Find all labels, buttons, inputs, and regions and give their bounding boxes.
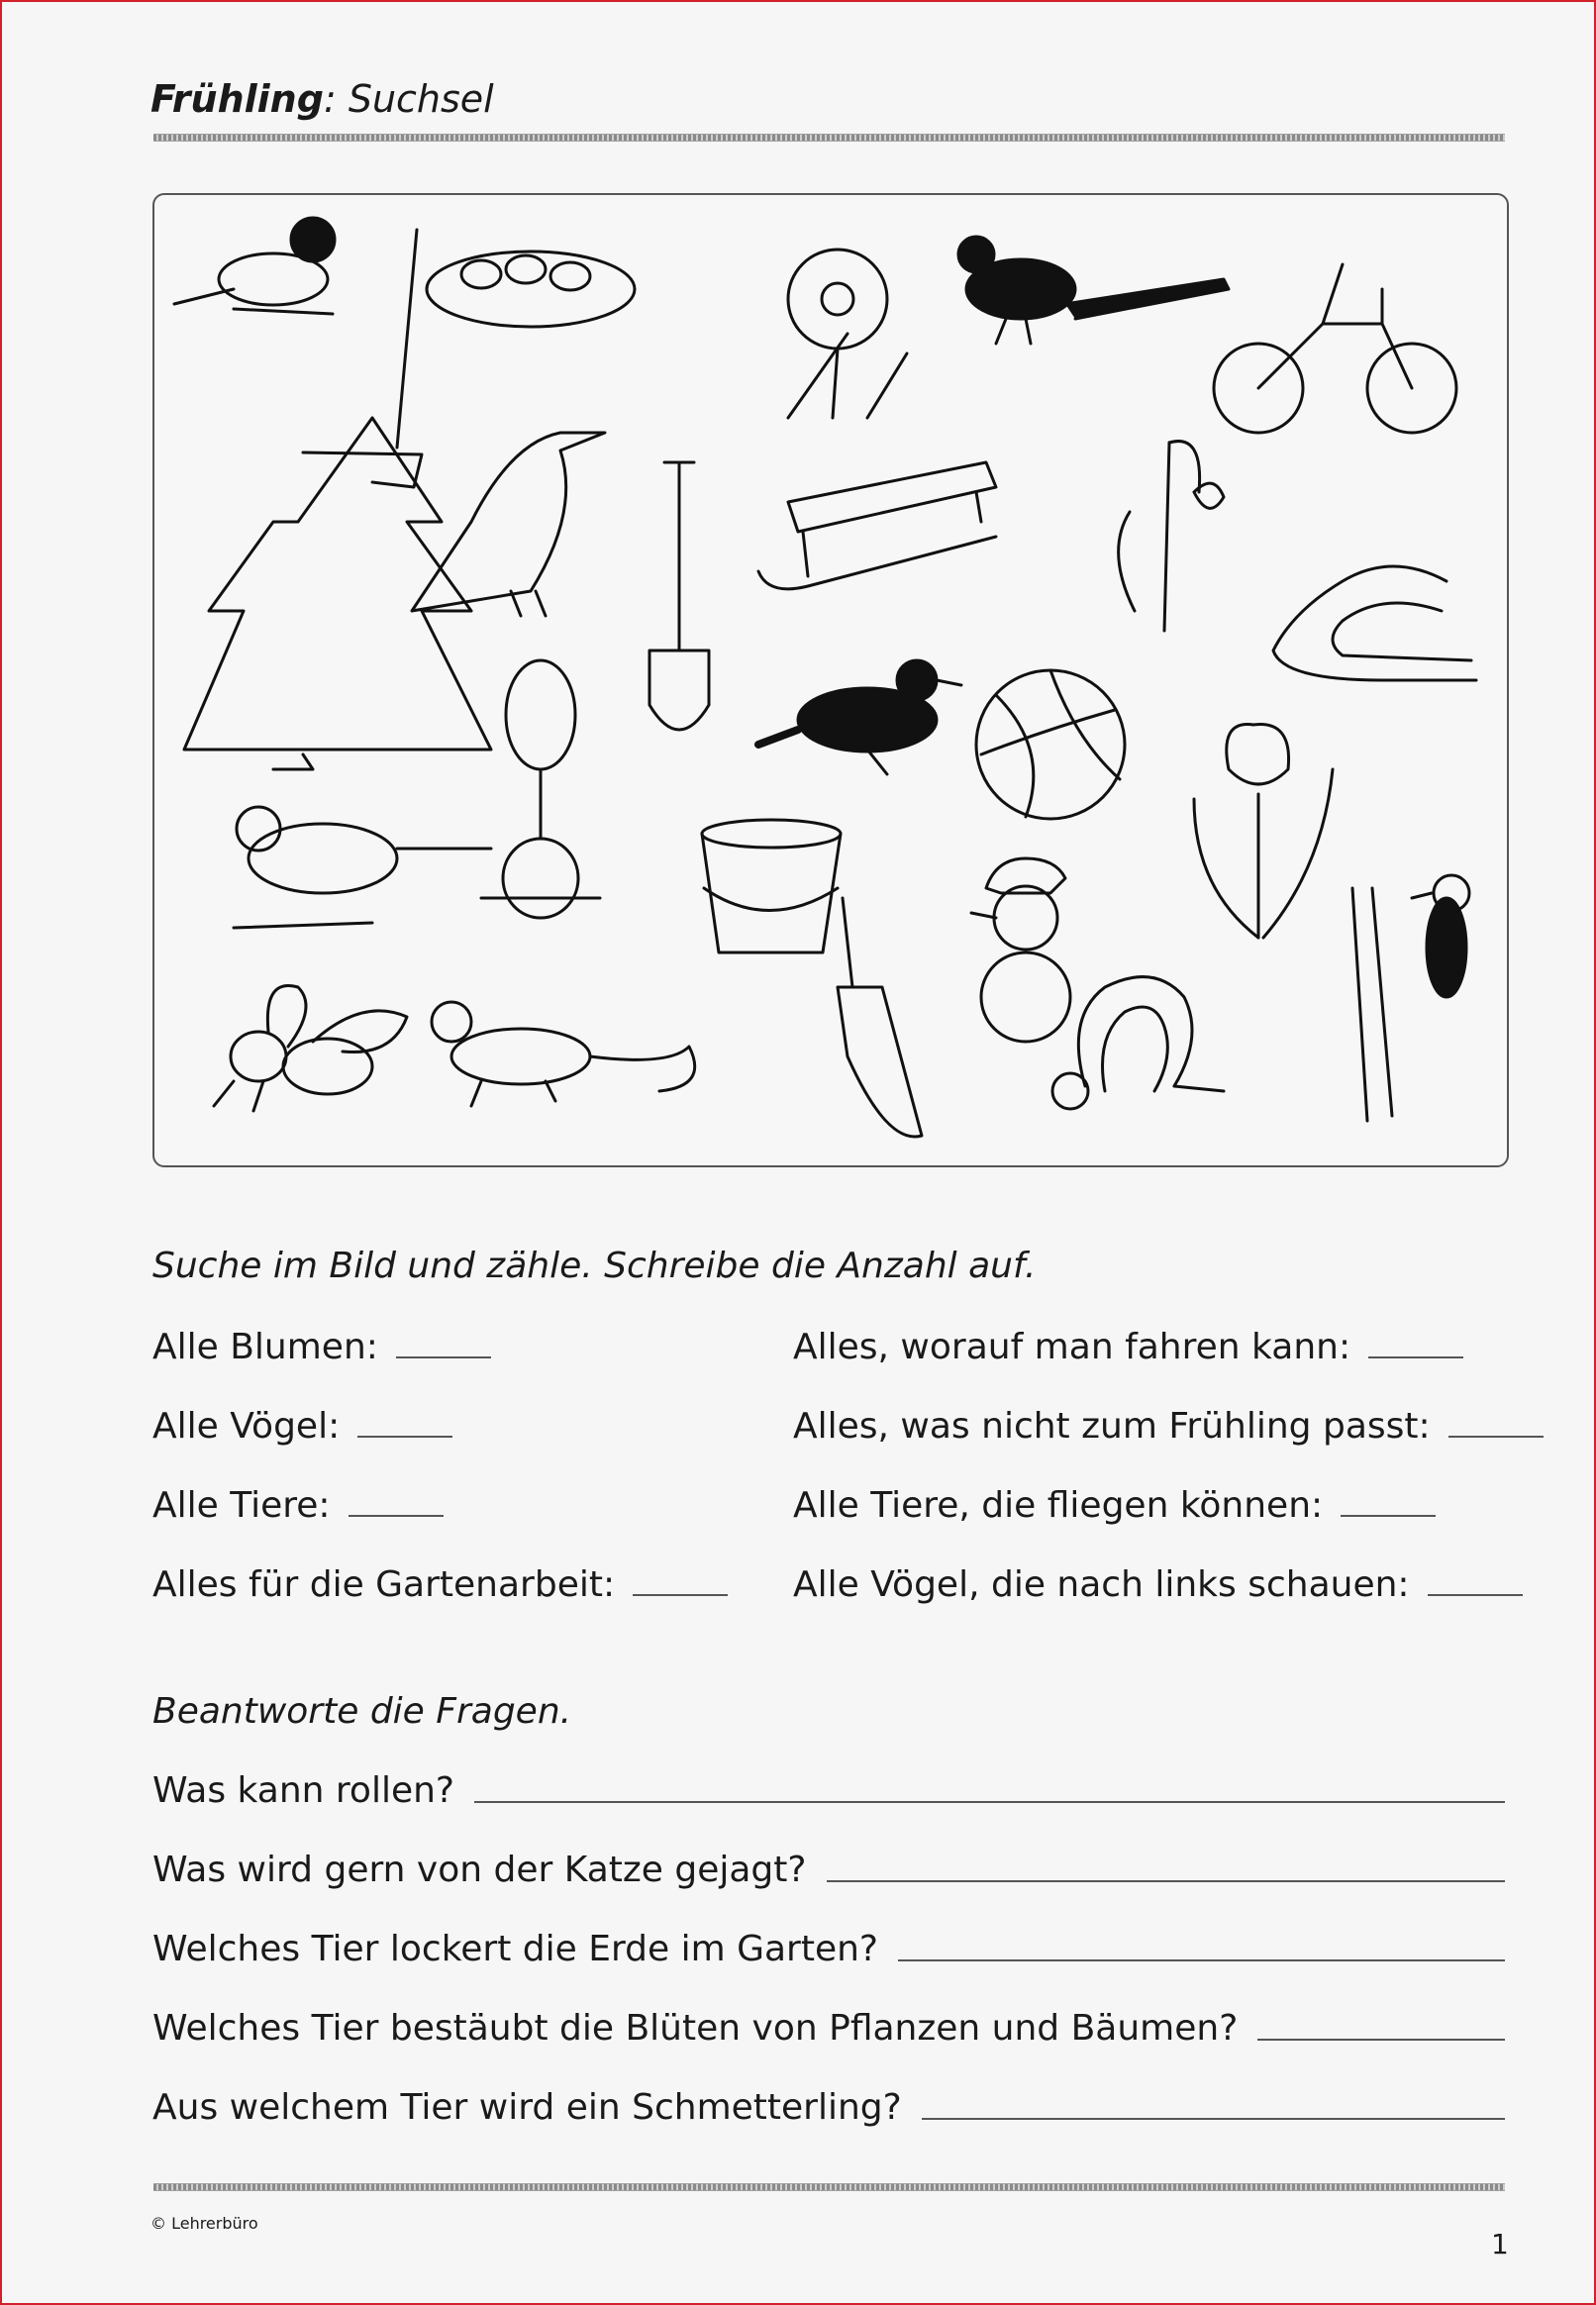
question-row (152, 2087, 1505, 2128)
picture-illustrations (154, 195, 1507, 1165)
copyright: © Lehrerbüro (150, 2214, 258, 2233)
picture-box (152, 193, 1509, 1167)
bicycle-icon (1214, 264, 1456, 433)
count-item-gartenarbeit (152, 1564, 728, 1605)
question-row (152, 1929, 1505, 1969)
bird-nest-eggs-icon (427, 251, 635, 327)
answer-blank[interactable] (1448, 1414, 1544, 1438)
page-title (150, 77, 494, 121)
count-label: Alle Vögel: (152, 1406, 341, 1447)
title-rest: : Suchsel (323, 77, 494, 121)
answer-blank[interactable] (1341, 1493, 1436, 1517)
answer-blank[interactable] (357, 1414, 452, 1438)
answer-blank[interactable] (349, 1493, 444, 1517)
title-strong: Frühling (150, 77, 324, 121)
page-number: 1 (1491, 2228, 1509, 2260)
blackbird-icon (758, 660, 961, 774)
count-label: Alles, was nicht zum Frühling passt: (793, 1406, 1431, 1447)
christmas-tree-icon (184, 418, 491, 769)
bucket-icon (702, 820, 841, 952)
answer-line[interactable] (827, 1860, 1506, 1882)
magpie-icon (958, 237, 1229, 344)
answer-blank[interactable] (396, 1335, 491, 1358)
counting-instruction: Suche im Bild und zähle. Schreibe die Anzahl auf. (152, 1246, 1037, 1286)
beach-ball-icon (976, 670, 1125, 819)
count-label: Alles, worauf man fahren kann: (793, 1327, 1351, 1367)
snowdrop-icon (1119, 442, 1224, 631)
question-row (152, 1850, 1505, 1890)
answer-line[interactable] (922, 2098, 1505, 2120)
count-label: Alle Blumen: (152, 1327, 378, 1367)
question-label: Was kann rollen? (152, 1770, 455, 1811)
question-row (152, 2008, 1505, 2049)
sled-icon (758, 462, 996, 589)
count-item-voegel (152, 1406, 452, 1447)
answer-blank[interactable] (633, 1572, 728, 1596)
count-item-tiere (152, 1485, 444, 1526)
earthworm-icon (1273, 566, 1476, 680)
questions-instruction: Beantworte die Fragen. (152, 1691, 572, 1732)
daffodil-icon (788, 250, 907, 418)
mouse-icon (432, 1002, 695, 1106)
question-label: Welches Tier lockert die Erde im Garten? (152, 1929, 879, 1969)
caterpillar-icon (1052, 977, 1224, 1109)
question-label: Aus welchem Tier wird ein Schmetterling? (152, 2087, 902, 2128)
count-item-links (793, 1564, 1523, 1605)
footer-rule (153, 2183, 1505, 2191)
chickadee-bird-icon (174, 218, 335, 314)
count-item-blumen (152, 1327, 491, 1367)
answer-line[interactable] (1257, 2019, 1505, 2041)
header-rule (153, 134, 1505, 142)
trowel-icon (838, 898, 922, 1137)
answer-blank[interactable] (1428, 1572, 1523, 1596)
question-label: Welches Tier bestäubt die Blüten von Pflanzen und Bäumen? (152, 2008, 1239, 2049)
snowman-icon (971, 858, 1070, 1042)
woodpecker-icon (1352, 875, 1469, 1121)
sparrow-icon (234, 807, 491, 928)
question-label: Was wird gern von der Katze gejagt? (152, 1850, 807, 1890)
answer-line[interactable] (898, 1940, 1505, 1961)
question-row (152, 1770, 1505, 1811)
count-item-fliegen (793, 1485, 1436, 1526)
tulip-icon (1194, 725, 1333, 938)
answer-blank[interactable] (1368, 1335, 1463, 1358)
count-label: Alle Tiere: (152, 1485, 331, 1526)
answer-line[interactable] (474, 1781, 1505, 1803)
count-label: Alle Tiere, die fliegen können: (793, 1485, 1324, 1526)
crow-icon (412, 433, 605, 616)
count-item-nicht-fruehling (793, 1406, 1544, 1447)
hyacinth-icon (481, 660, 600, 918)
spade-icon (649, 462, 709, 730)
count-item-fahren (793, 1327, 1463, 1367)
bee-icon (214, 985, 407, 1111)
count-label: Alles für die Gartenarbeit: (152, 1564, 616, 1605)
count-label: Alle Vögel, die nach links schauen: (793, 1564, 1410, 1605)
